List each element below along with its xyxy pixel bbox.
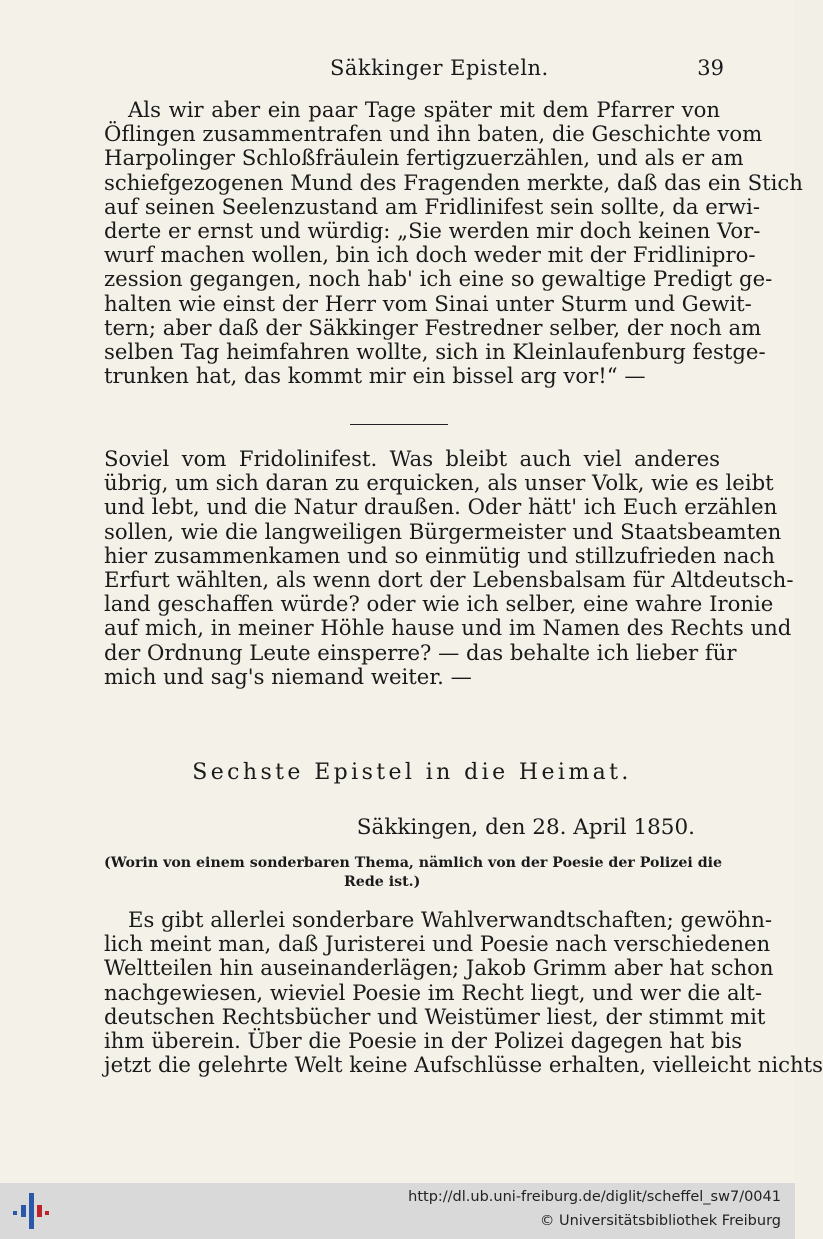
- section-separator: [350, 424, 448, 425]
- text-line: Es gibt allerlei sonderbare Wahlverwandtschaften; gewöhn-: [128, 907, 772, 932]
- text-line: auf mich, in meiner Höhle hause und im Namen des Rechts und: [104, 615, 792, 641]
- text-line: jetzt die gelehrte Welt keine Aufschlüsse erhalten, vielleicht nichts: [104, 1052, 823, 1078]
- copyright-notice: © Universitätsbibliothek Freiburg: [539, 1213, 781, 1229]
- text-line: übrig, um sich daran zu erquicken, als unser Volk, wie es leibt: [104, 470, 774, 496]
- running-title: Säkkinger Episteln.: [330, 56, 549, 80]
- page-number: 39: [697, 56, 724, 80]
- text-line: halten wie einst der Herr vom Sinai unter Sturm und Gewit-: [104, 290, 752, 316]
- text-line: Erfurt wählten, als wenn dort der Lebensbalsam für Altdeutsch-: [104, 567, 794, 593]
- ub-freiburg-logo-icon: [10, 1191, 52, 1231]
- text-line: zession gegangen, noch hab' ich eine so gewaltige Predigt ge-: [104, 266, 773, 292]
- text-line: mich und sag's niemand weiter. —: [104, 663, 472, 689]
- argument-line: Rede ist.): [344, 874, 421, 890]
- argument-line: (Worin von einem sonderbaren Thema, nämlich von der Poesie der Polizei die: [104, 855, 723, 871]
- paragraph-1: [104, 97, 803, 389]
- text-line: auf seinen Seelenzustand am Fridlinifest sein sollte, da erwi-: [104, 193, 760, 219]
- text-line: Soviel vom Fridolinifest. Was bleibt auch viel anderes: [104, 446, 720, 471]
- text-line: land geschaffen würde? oder wie ich selber, eine wahre Ironie: [104, 591, 774, 617]
- text-line: derte er ernst und würdig: „Sie werden mir doch keinen Vor-: [104, 218, 761, 244]
- text-line: schiefgezogenen Mund des Fragenden merkte, daß das ein Stich: [104, 169, 803, 195]
- viewer-footer: [0, 1183, 795, 1239]
- text-line: Weltteilen hin auseinanderlägen; Jakob Grimm aber hat schon: [104, 955, 774, 981]
- permalink-url[interactable]: http://dl.ub.uni-freiburg.de/diglit/scheffel_sw7/0041: [408, 1189, 781, 1205]
- section-title: Sechste Epistel in die Heimat.: [192, 760, 632, 785]
- text-line: der Ordnung Leute einsperre? — das behalte ich lieber für: [104, 639, 737, 665]
- page-header: [104, 54, 724, 84]
- text-line: Öflingen zusammentrafen und ihn baten, die Geschichte vom: [104, 121, 763, 147]
- text-line: tern; aber daß der Säkkinger Festredner selber, der noch am: [104, 314, 762, 340]
- paragraph-3: [104, 907, 823, 1078]
- text-line: nachgewiesen, wieviel Poesie im Recht liegt, und wer die alt-: [104, 979, 763, 1005]
- text-line: sollen, wie die langweiligen Bürgermeister und Staatsbeamten: [104, 518, 782, 544]
- text-line: Als wir aber ein paar Tage später mit dem Pfarrer von: [128, 97, 720, 122]
- paragraph-2: [104, 446, 794, 689]
- text-line: selben Tag heimfahren wollte, sich in Kleinlaufenburg festge-: [104, 339, 766, 365]
- text-line: und lebt, und die Natur draußen. Oder hätt' ich Euch erzählen: [104, 494, 778, 520]
- epistle-argument: [104, 854, 723, 892]
- text-line: lich meint man, daß Juristerei und Poesie nach verschiedenen: [104, 931, 771, 957]
- text-line: Harpolinger Schloßfräulein fertigzuerzählen, und als er am: [104, 145, 744, 171]
- text-line: ihm überein. Über die Poesie in der Polizei dagegen hat bis: [104, 1028, 743, 1054]
- dateline: Säkkingen, den 28. April 1850.: [356, 815, 695, 840]
- text-line: hier zusammenkamen und so einmütig und stillzufrieden nach: [104, 542, 775, 568]
- text-line: trunken hat, das kommt mir ein bissel arg vor!“ —: [104, 363, 646, 389]
- text-line: wurf machen wollen, bin ich doch weder mit der Fridlinipro-: [104, 242, 756, 268]
- text-line: deutschen Rechtsbücher und Weistümer liest, der stimmt mit: [104, 1003, 766, 1029]
